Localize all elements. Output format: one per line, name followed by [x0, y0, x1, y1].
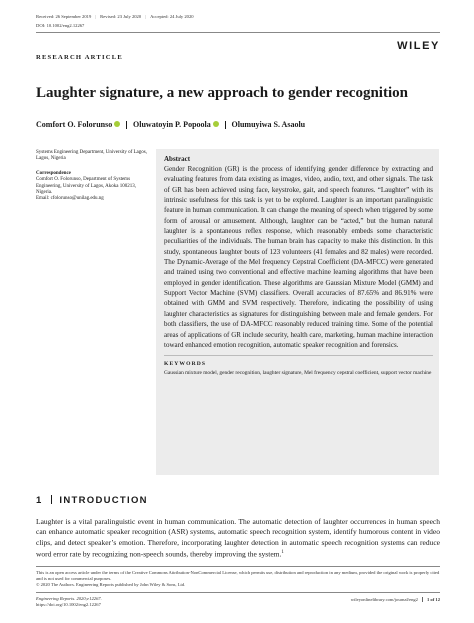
author-name[interactable]: Oluwatoyin P. Popoola [133, 120, 211, 129]
publisher-logo: WILEY [397, 40, 440, 52]
author-separator [225, 121, 226, 129]
article-type: RESEARCH ARTICLE [36, 54, 123, 61]
footer-meta [351, 597, 440, 602]
affiliation: Systems Engineering Department, University of Lagos, Lagos, Nigeria [36, 150, 147, 162]
journal-site-link[interactable]: wileyonlinelibrary.com/journal/eng2 [350, 597, 418, 602]
footer-citation [36, 596, 102, 608]
section-title: INTRODUCTION [59, 495, 148, 506]
section-divider [51, 495, 52, 504]
received-date: Received: 26 September 2019 [36, 14, 92, 19]
keywords-divider [164, 355, 433, 356]
orcid-icon[interactable] [213, 121, 219, 127]
correspondence-email[interactable]: Email: cfolorunso@unilag.edu.ng [36, 196, 104, 202]
revised-date: Revised: 23 July 2020 [100, 14, 142, 19]
article-history: Received: 26 September 2019 | Revised: 23 July 2020 | Accepted: 24 July 2020 DOI: 10.1002/eng2.12267 [36, 14, 194, 28]
abstract-box [156, 149, 439, 475]
accepted-date: Accepted: 24 July 2020 [150, 14, 194, 19]
page-number: 1 of 12 [422, 597, 440, 602]
author-name[interactable]: Comfort O. Folorunso [36, 120, 113, 129]
license-notice [36, 570, 440, 588]
footer-divider [36, 592, 440, 593]
keywords-heading: KEYWORDS [164, 361, 207, 368]
correspondence-text: Comfort O. Folorunso, Department of Systems Engineering, University of Lagos, Akoka 100213, Nigeria. [36, 177, 136, 196]
author-name[interactable]: Olumuyiwa S. Asaolu [231, 120, 306, 129]
correspondence-label: Correspondence [36, 170, 71, 176]
orcid-icon[interactable] [114, 121, 120, 127]
introduction-text: Laughter is a vital paralinguistic event in human communication. The automatic detection of laughter occurrences in human speech can enhance automatic speaker recognition (ASR) systems, automatic speech recognition system, identify humorous content in video clips, and detect speaker’s emotion. Therefore, incorporating laughter detection in automatic speech recognition systems can reduce word error rate by recognizing non-speech sounds, thereby improving the system. [36, 517, 440, 559]
footnote-reference[interactable]: 1 [281, 550, 284, 556]
article-title: Laughter signature, a new approach to gender recognition [36, 85, 408, 101]
section-number: 1 [36, 495, 43, 506]
abstract-text: Gender Recognition (GR) is the process of identifying gender difference by extracting and evaluating features from data existing as images, video, audio, text, and other signals. The task of GR has been achieved using face, keystroke, gait, and speech features. “Laughter” with its intrinsic usefulness for this task is yet to be explored. Laughter is an important paralinguistic feature in human communication. It can change the meaning of speech when triggered by some form of arousal or amusement. Although, laughter can be “acted,” but the human natural laughter is a spontaneous reflex response, which reasonably embeds some characteristic peculiarities of the individuals. The human brain has capacity to make this distinction. In this study, spontaneous laughter bouts of 123 volunteers (41 females and 82 males) were recorded. The Dynamic-Average of the Mel frequency Cepstral Coefficient (DA-MFCC) were generated and trained using two conventional and effective machine learning algorithms that have been employed in gender identification. These algorithms are Gaussian Mixture Model (GMM) and Support Vector Machine (SVM) classifiers. Overall accuracies of 87.65% and 86.91% were obtained with GMM and SVM respectively. Therefore, indicating the possibility of using laughter characteristics as signatures for distinguishing between male and female genders. For both classifiers, the use of DA-MFCC reasonably reduced training time. Some of the potential areas of applications of GR include security, health care, marketing, human machine interaction toward enhanced emotion recognition, automatic speaker recognition and forensics. [164, 165, 433, 349]
doi-link[interactable]: https://doi.org/10.1002/eng2.12267 [36, 602, 101, 607]
license-text: This is an open access article under the terms of the Creative Commons Attribution-NonCommercial License, which permits use, distribution and reproduction in any medium, provided the original work is properly cited and is not used for commercial purposes. [36, 570, 440, 582]
copyright-text: © 2020 The Authors. Engineering Reports published by John Wiley & Sons, Ltd. [36, 582, 186, 588]
keywords-list: Gaussian mixture model, gender recognition, laughter signature, Mel frequency cepstral coefficient, support vector machine [164, 370, 432, 377]
introduction-paragraph [36, 517, 440, 560]
author-separator [126, 121, 127, 129]
abstract-heading: Abstract [164, 155, 191, 163]
author-list [36, 120, 440, 129]
journal-citation: Engineering Reports. 2020;e12267. [36, 596, 102, 601]
license-divider [36, 566, 440, 567]
doi[interactable]: DOI: 10.1002/eng2.12267 [36, 23, 85, 28]
header-divider [36, 32, 440, 33]
author-info-sidebar [36, 150, 148, 203]
section-heading [36, 495, 148, 506]
